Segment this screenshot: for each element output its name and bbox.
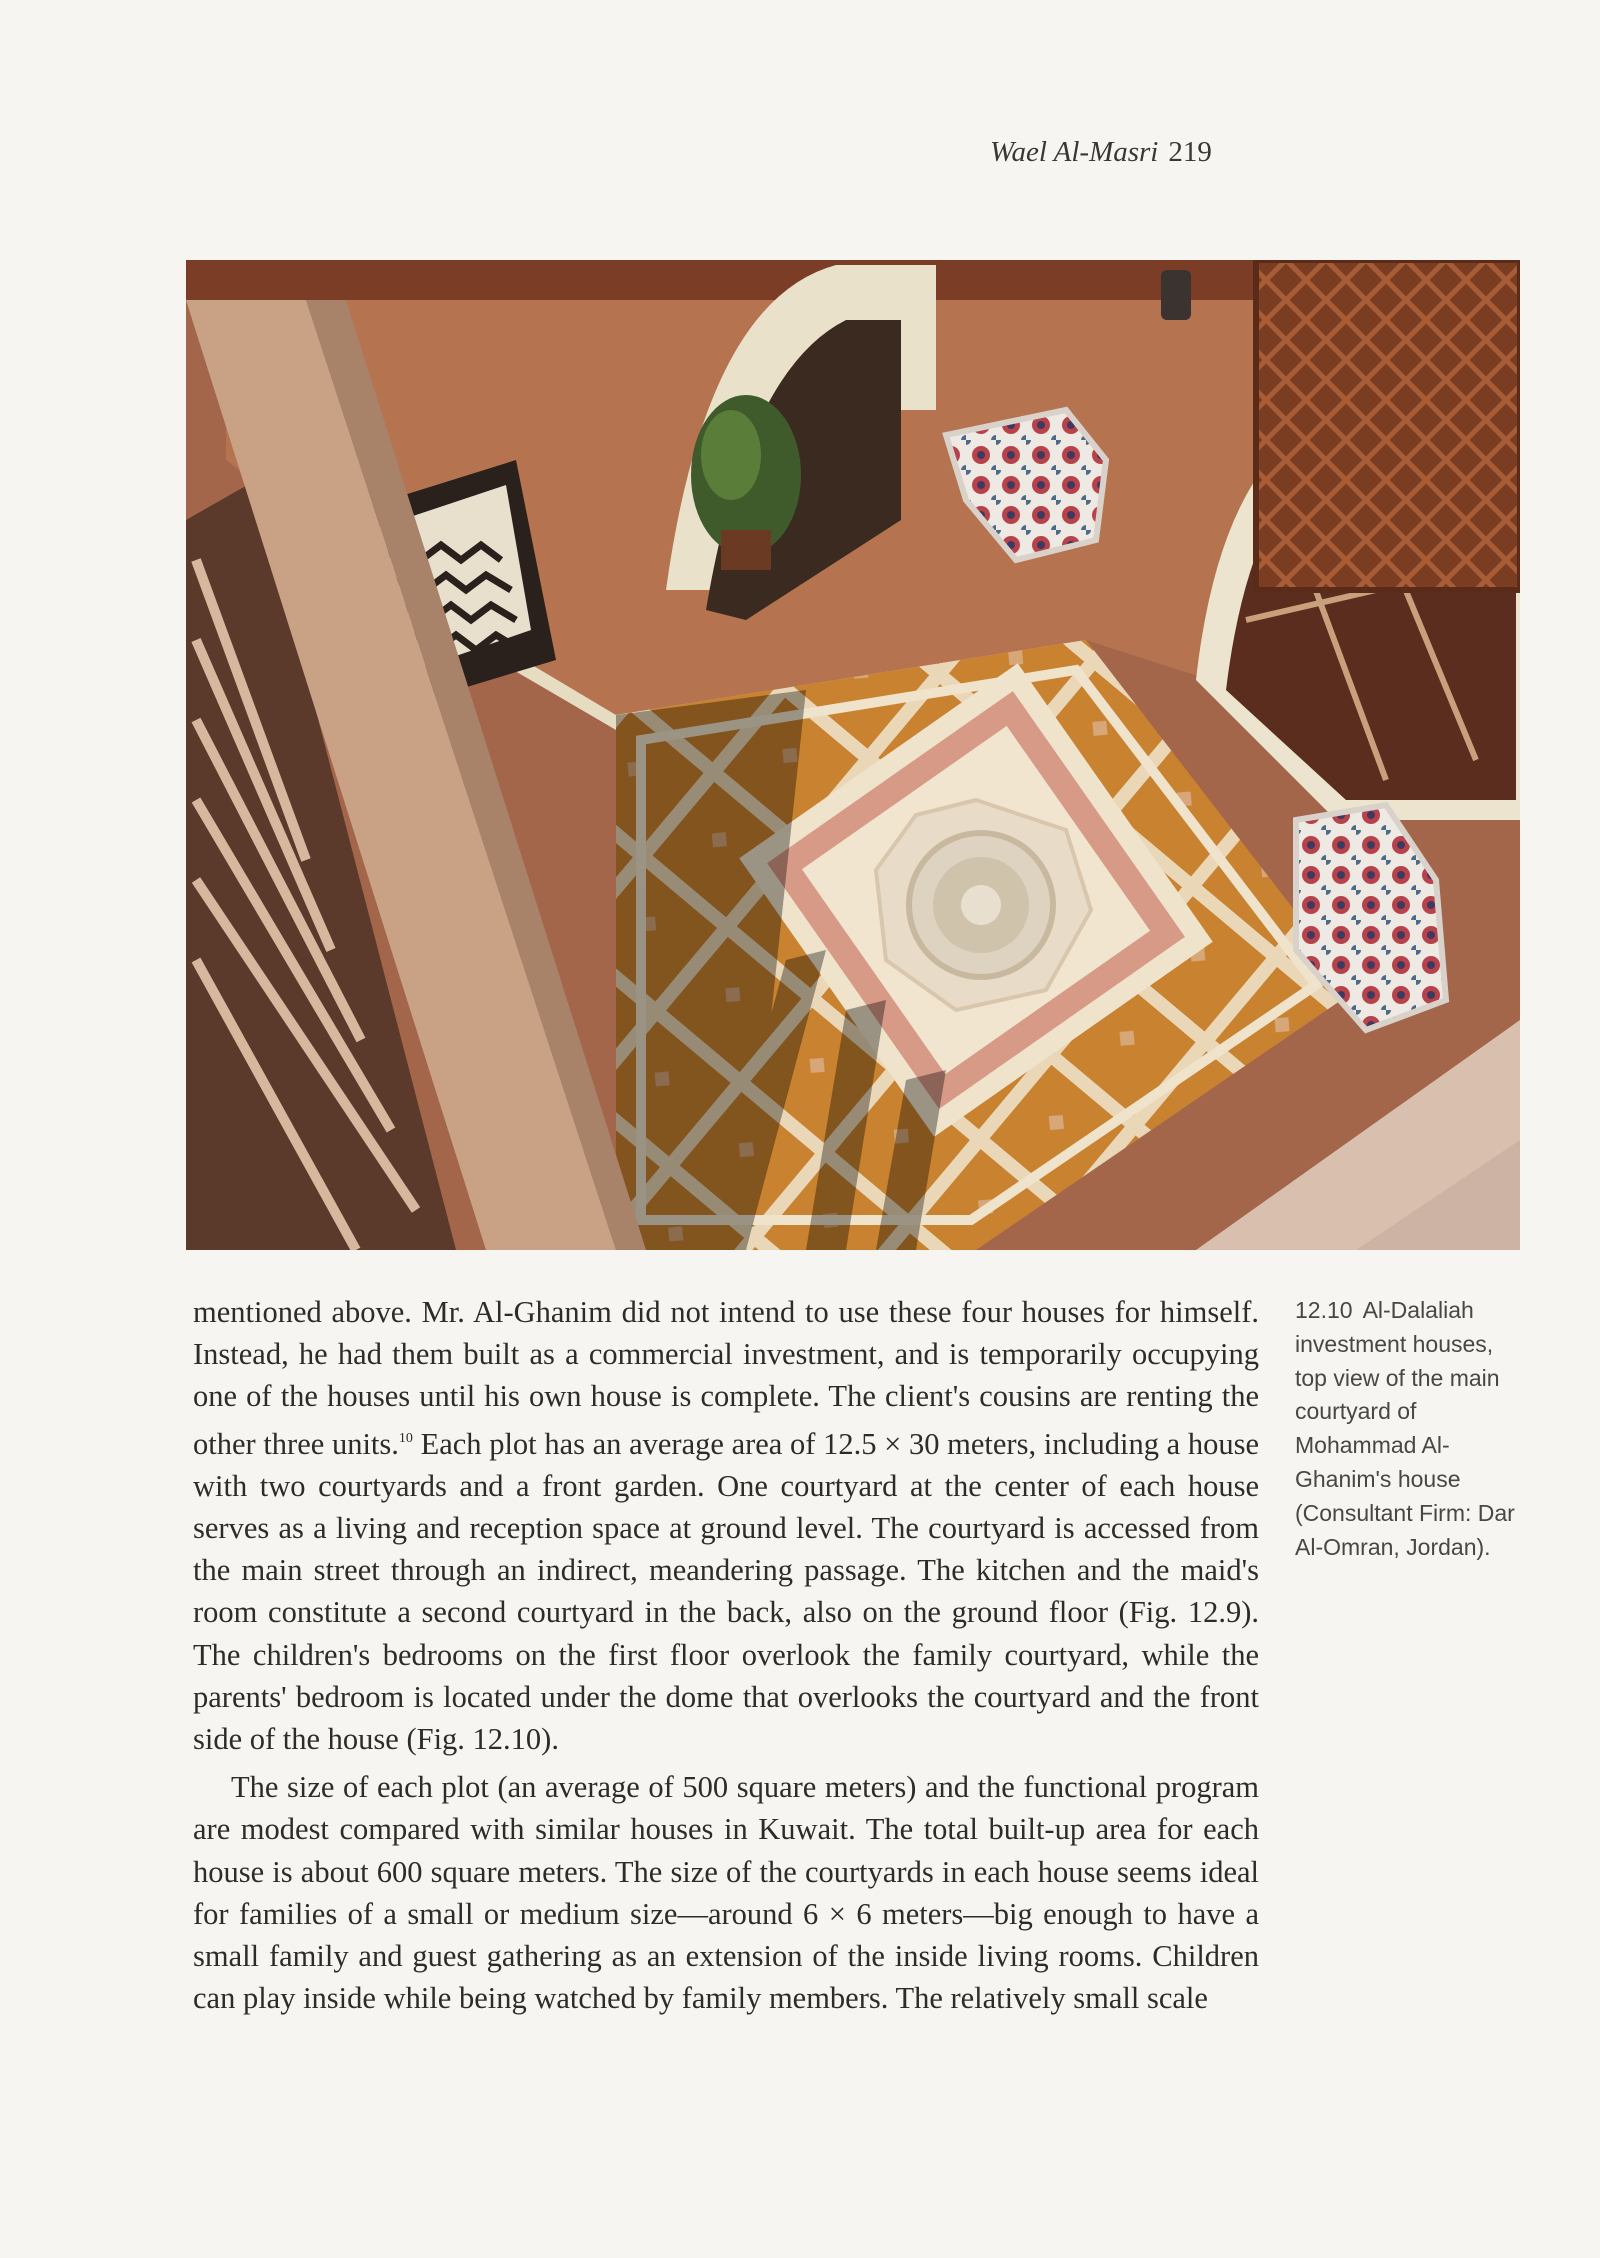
body-paragraph-1-part-a: mentioned above. Mr. Al-Ghanim did not intend to use these four houses for himself. Instead, he had them built as a commercial investment, and is temporarily occupying one of the houses until his own house is complete. The client's cousins are renting the other three units. [193, 1295, 1259, 1461]
body-paragraph-1-part-b: Each plot has an average area of 12.5 × 30 meters, including a house with two courtyards and a front garden. One courtyard at the center of each house serves as a living and reception space at ground level. The courtyard is accessed from the main street through an indirect, meandering passage. The kitchen and the maid's room constitute a second courtyard in the back, also on the ground floor (Fig. 12.9). The children's bedrooms on the first floor overlook the family courtyard, while the parents' bedroom is located under the dome that overlooks the courtyard and the front side of the house (Fig. 12.10). [193, 1426, 1259, 1757]
figure-caption [1295, 1294, 1520, 1564]
body-paragraph-1 [193, 1291, 1259, 1760]
courtyard-photo [186, 260, 1520, 1250]
page-number: 219 [1168, 136, 1212, 168]
running-head [990, 136, 1260, 169]
courtyard-photo-illustration [186, 260, 1520, 1250]
body-paragraph-2: The size of each plot (an average of 500 square meters) and the functional program are modest compared with similar houses in Kuwait. The total built-up area for each house is about 600 square meters. The size of the courtyards in each house seems ideal for families of a small or medium size—around 6 × 6 meters—big enough to have a small family and guest gathering as an extension of the inside living rooms. Children can play inside while being watched by family members. The relatively small scale [193, 1770, 1259, 2016]
figure-caption-text: Al-Dalaliah investment houses, top view of the main courtyard of Mohammad Al-Ghanim's house (Consultant Firm: Dar Al-Omran, Jordan). [1295, 1297, 1515, 1560]
running-head-author: Wael Al-Masri [990, 136, 1159, 168]
footnote-ref-10[interactable]: 10 [398, 1430, 413, 1446]
figure-number: 12.10 [1295, 1297, 1353, 1323]
body-text [193, 1291, 1259, 2019]
